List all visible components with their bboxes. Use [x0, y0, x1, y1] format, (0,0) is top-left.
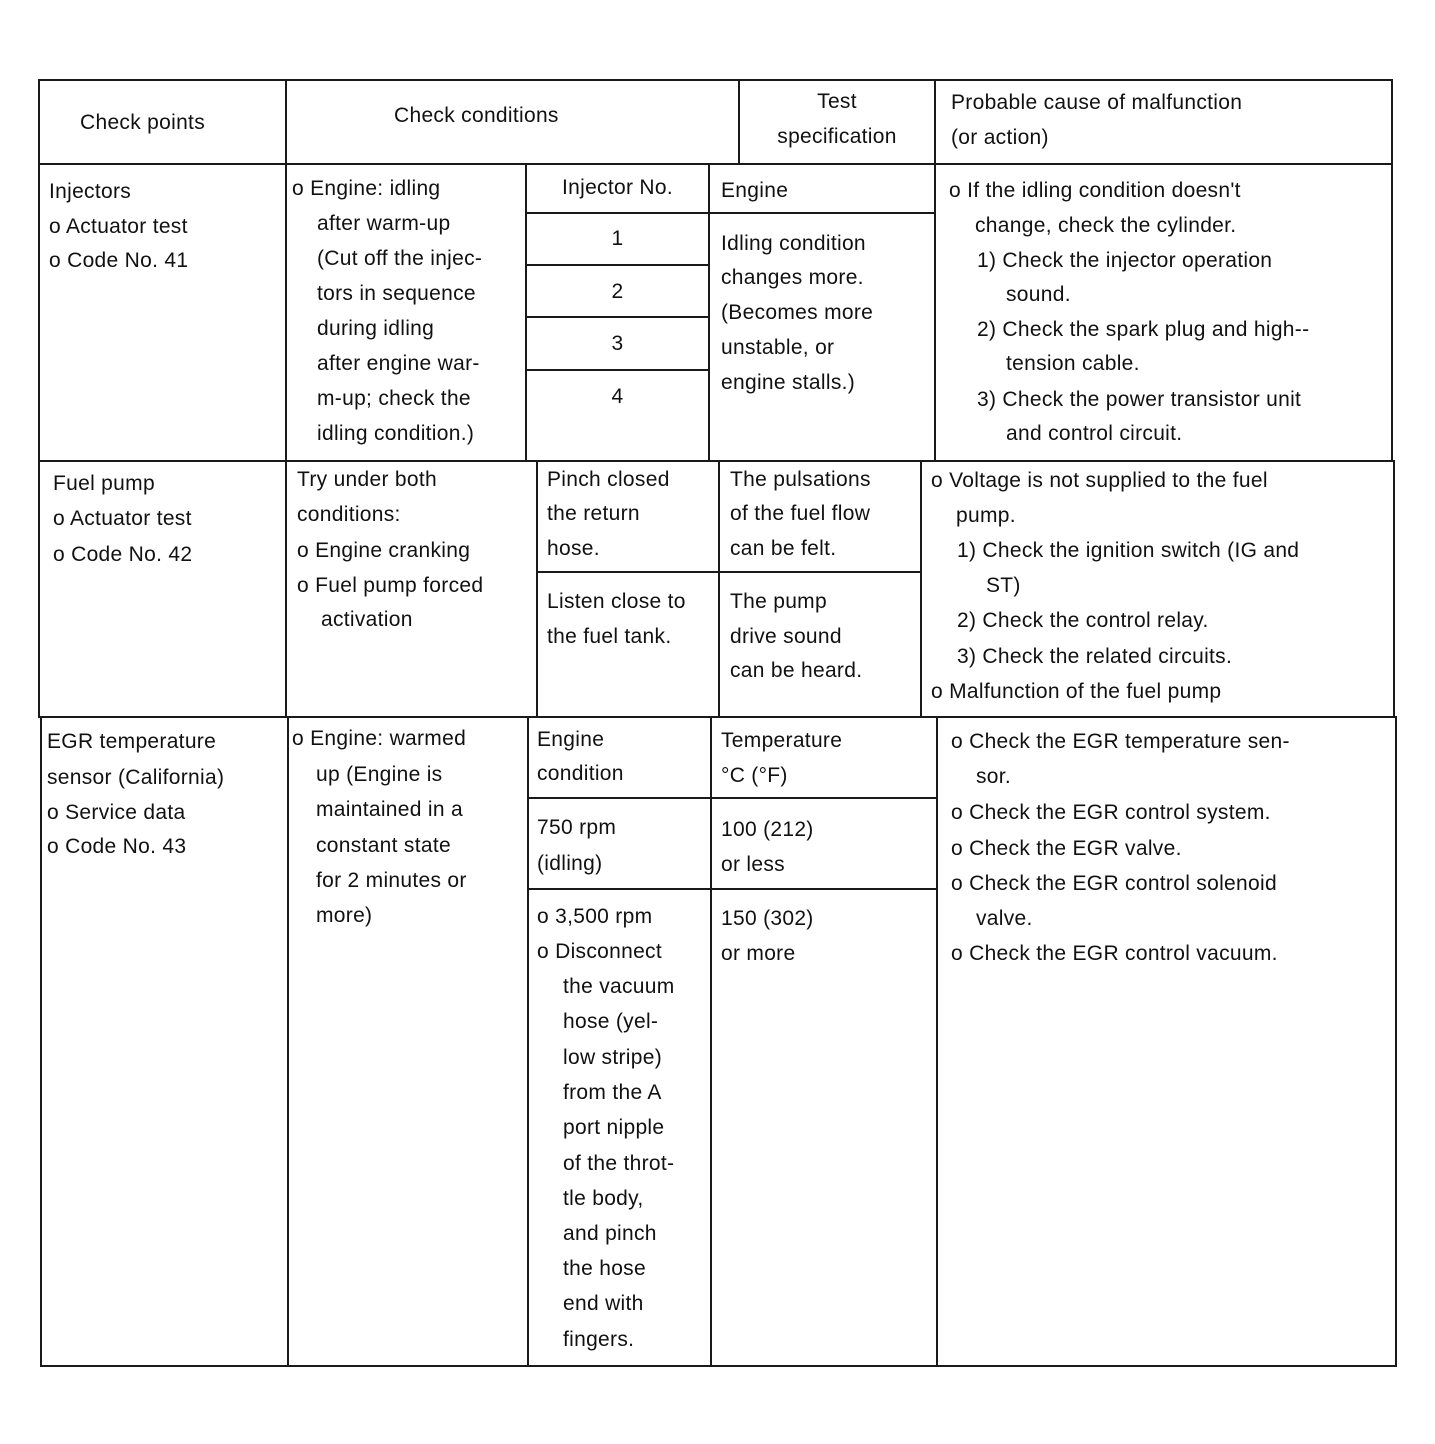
fuel-pump-spec-1: can be felt.	[730, 537, 837, 560]
fuel-pump-condition-line: o Fuel pump forced	[297, 574, 484, 597]
injectors-condition-line: m-up; check the	[317, 387, 471, 410]
egr-row2-condition: and pinch	[563, 1222, 657, 1245]
injectors-cause-line: o If the idling condition doesn't	[949, 179, 1241, 202]
egr-row2-temp: or more	[721, 942, 796, 965]
injectors-spec-header: Engine	[721, 179, 789, 202]
egr-condition-line: o Engine: warmed	[292, 727, 467, 750]
egr-row2-condition: o Disconnect	[537, 940, 662, 963]
fuel-col-divider-2	[536, 460, 538, 718]
fuel-pump-method-2: the fuel tank.	[547, 625, 672, 648]
header-check-points: Check points	[80, 111, 205, 134]
egr-row1-temp: 100 (212)	[721, 818, 814, 841]
fuel-pump-method-1: the return	[547, 502, 640, 525]
egr-cause-line: o Check the EGR control vacuum.	[951, 942, 1278, 965]
injector-number: 4	[611, 385, 624, 408]
fuel-hline	[536, 571, 921, 573]
fuel-pump-cause-line: ST)	[986, 574, 1021, 597]
injector-col-divider-b	[708, 163, 710, 462]
col-divider-1	[285, 79, 287, 462]
fuel-pump-method-1: hose.	[547, 537, 600, 560]
injectors-condition-line: o Engine: idling	[292, 177, 441, 200]
injector-hline-2	[525, 316, 709, 318]
fuel-pump-code-no: o Code No. 42	[53, 543, 193, 566]
egr-hline-2	[527, 888, 937, 890]
injectors-spec-line: (Becomes more	[721, 301, 874, 324]
injector-hline-1	[525, 264, 709, 266]
fuel-pump-condition-line: Try under both	[297, 468, 437, 491]
fuel-pump-spec-2: The pump	[730, 590, 827, 613]
egr-engine-condition-header: Engine	[537, 728, 605, 751]
injectors-cause-line: tension cable.	[1006, 352, 1140, 375]
header-test-spec-line2: specification	[777, 125, 897, 148]
egr-row1-condition: 750 rpm	[537, 816, 617, 839]
egr-row2-temp: 150 (302)	[721, 907, 814, 930]
egr-row2-condition: o 3,500 rpm	[537, 905, 653, 928]
injectors-condition-line: idling condition.)	[317, 422, 475, 445]
fuel-pump-condition-line: o Engine cranking	[297, 539, 471, 562]
egr-cause-line: sor.	[976, 765, 1012, 788]
injectors-condition-line: (Cut off the injec-	[317, 247, 483, 270]
egr-row2-condition: from the A	[563, 1081, 662, 1104]
fuel-pump-cause-line: pump.	[956, 504, 1016, 527]
injectors-actuator-test: o Actuator test	[49, 215, 188, 238]
egr-row1-condition: (idling)	[537, 852, 603, 875]
egr-service-data: o Service data	[47, 801, 186, 824]
injector-number: 3	[611, 332, 624, 355]
header-bottom-line	[38, 163, 1393, 165]
fuel-col-divider-3	[718, 460, 720, 718]
egr-engine-condition-header: condition	[537, 762, 624, 785]
injectors-condition-line: during idling	[317, 317, 435, 340]
injectors-title: Injectors	[49, 180, 132, 203]
fuel-pump-spec-1: The pulsations	[730, 468, 871, 491]
egr-condition-line: constant state	[316, 834, 451, 857]
egr-row2-condition: the hose	[563, 1257, 646, 1280]
fuel-pump-actuator-test: o Actuator test	[53, 507, 192, 530]
header-check-conditions: Check conditions	[394, 104, 559, 127]
injectors-condition-line: after engine war-	[317, 352, 480, 375]
egr-row2-condition: hose (yel-	[563, 1010, 659, 1033]
egr-condition-line: maintained in a	[316, 798, 463, 821]
fuel-pump-method-2: Listen close to	[547, 590, 686, 613]
egr-temperature-header: °C (°F)	[721, 764, 788, 787]
egr-cause-line: o Check the EGR control solenoid	[951, 872, 1277, 895]
egr-row2-condition: low stripe)	[563, 1046, 662, 1069]
injectors-cause-line: 1) Check the injector operation	[977, 249, 1273, 272]
egr-condition-line: up (Engine is	[316, 763, 443, 786]
fuel-col-divider-1	[285, 460, 287, 718]
egr-cause-line: o Check the EGR temperature sen-	[951, 730, 1290, 753]
egr-cause-line: o Check the EGR valve.	[951, 837, 1182, 860]
fuel-pump-title: Fuel pump	[53, 472, 155, 495]
egr-title-2: sensor (California)	[47, 766, 225, 789]
egr-row2-condition: of the throt-	[563, 1152, 675, 1175]
fuel-pump-method-1: Pinch closed	[547, 468, 670, 491]
fuel-pump-cause-line: 2) Check the control relay.	[957, 609, 1209, 632]
injectors-spec-line: changes more.	[721, 266, 864, 289]
injectors-cause-line: 2) Check the spark plug and high--	[977, 318, 1310, 341]
col-divider-cause	[934, 79, 936, 462]
egr-cause-line: valve.	[976, 907, 1033, 930]
injectors-code-no: o Code No. 41	[49, 249, 189, 272]
egr-hline-1	[527, 797, 937, 799]
egr-row1-temp: or less	[721, 853, 785, 876]
egr-col-divider-1	[287, 716, 289, 1367]
egr-title: EGR temperature	[47, 730, 217, 753]
injectors-spec-line: engine stalls.)	[721, 371, 856, 394]
injectors-spec-line: Idling condition	[721, 232, 866, 255]
egr-col-divider-2	[527, 716, 529, 1367]
fuel-pump-cause-line: 1) Check the ignition switch (IG and	[957, 539, 1300, 562]
egr-row2-condition: tle body,	[563, 1187, 644, 1210]
injector-no-header: Injector No.	[562, 176, 673, 199]
egr-temperature-header: Temperature	[721, 729, 843, 752]
injectors-cause-line: sound.	[1006, 283, 1071, 306]
egr-condition-line: more)	[316, 904, 373, 927]
fuel-pump-cause-line: o Voltage is not supplied to the fuel	[931, 469, 1268, 492]
injectors-cause-line: 3) Check the power transistor unit	[977, 388, 1302, 411]
header-test-spec-line1: Test	[817, 90, 857, 113]
fuel-pump-spec-2: can be heard.	[730, 659, 863, 682]
fuel-col-divider-4	[920, 460, 922, 718]
egr-cause-line: o Check the EGR control system.	[951, 801, 1271, 824]
injectors-cause-line: and control circuit.	[1006, 422, 1183, 445]
fuel-pump-spec-2: drive sound	[730, 625, 842, 648]
injector-col-divider-a	[525, 163, 527, 462]
fuel-pump-cause-line: o Malfunction of the fuel pump	[931, 680, 1222, 703]
egr-col-divider-4	[936, 716, 938, 1367]
injectors-spec-line: unstable, or	[721, 336, 835, 359]
injector-hline-3	[525, 369, 709, 371]
injectors-cause-line: change, check the cylinder.	[975, 214, 1237, 237]
egr-condition-line: for 2 minutes or	[316, 869, 467, 892]
injector-number: 2	[611, 280, 624, 303]
injector-number: 1	[611, 227, 624, 250]
injector-hline-0	[525, 212, 935, 214]
egr-row2-condition: port nipple	[563, 1116, 665, 1139]
fuel-pump-condition-line: conditions:	[297, 503, 401, 526]
egr-row2-condition: end with	[563, 1292, 644, 1315]
fuel-pump-spec-1: of the fuel flow	[730, 502, 871, 525]
header-probable-cause-line2: (or action)	[951, 126, 1049, 149]
fuel-pump-cause-line: 3) Check the related circuits.	[957, 645, 1233, 668]
egr-row2-condition: fingers.	[563, 1328, 635, 1351]
fuel-pump-condition-line: activation	[321, 608, 413, 631]
egr-code-no: o Code No. 43	[47, 835, 187, 858]
injectors-condition-line: after warm-up	[317, 212, 451, 235]
injectors-condition-line: tors in sequence	[317, 282, 476, 305]
header-probable-cause-line1: Probable cause of malfunction	[951, 91, 1243, 114]
egr-col-divider-3	[710, 716, 712, 1367]
egr-row2-condition: the vacuum	[563, 975, 675, 998]
